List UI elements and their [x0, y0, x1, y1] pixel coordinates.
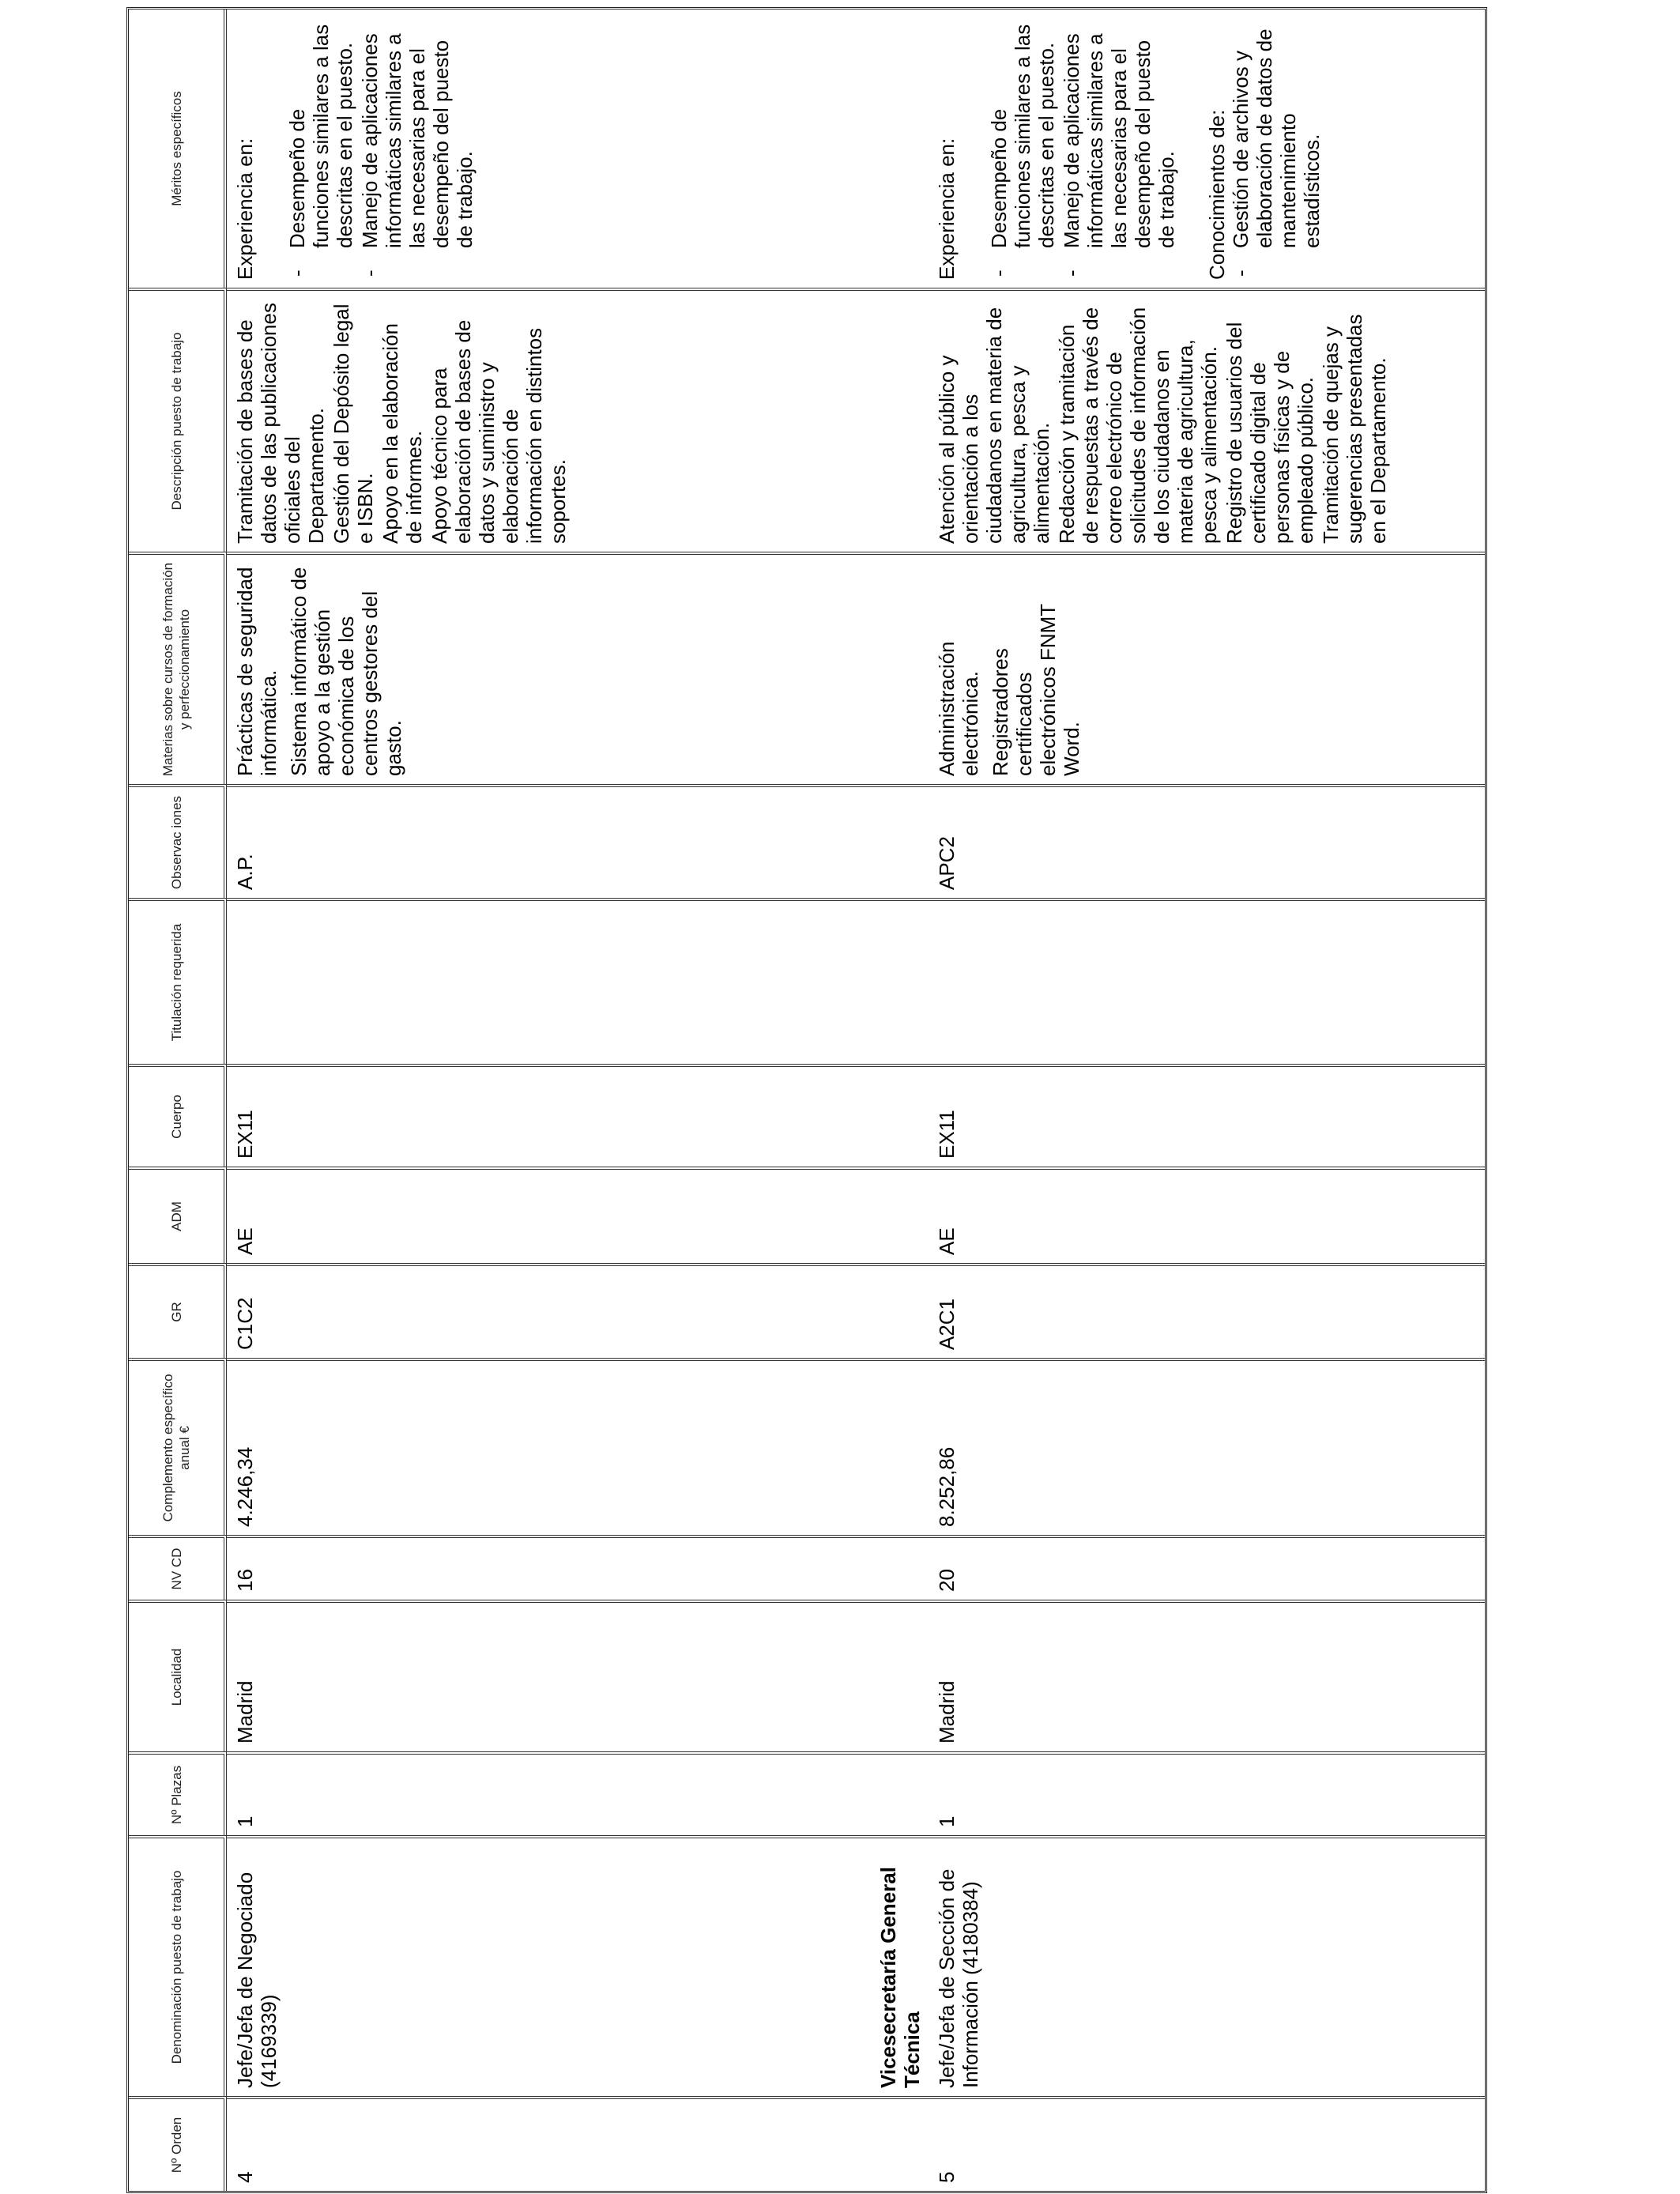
list-item: [358, 17, 477, 280]
list-item: Atención al público y orientación a los ciudadanos en materia de agricultura, pesca y alimentación.: [935, 307, 1053, 544]
header-meritos: Méritos específicos: [129, 9, 227, 288]
section-title: Vicesecretaría General Técnica: [823, 1835, 929, 2096]
list-item: Apoyo en la elaboración de informes.: [379, 323, 426, 544]
conocimiento-text: Gestión de archivos y elaboración de datos de mantenimiento estadísticos.: [1229, 28, 1324, 248]
list-item: Redacción y tramitación de respuestas a través de correo electrónico de solicitudes de información de los ciudadanos en materia de agricultura, pesca y alimentación.: [1055, 307, 1221, 544]
list-item: Gestión del Depósito legal e ISBN.: [330, 303, 377, 544]
list-item: [1060, 17, 1178, 280]
header-nivel: NV CD: [129, 1535, 227, 1600]
row1-cuerpo: EX11: [227, 1064, 823, 1167]
section-empty: [823, 784, 929, 898]
row1-complemento: 4.246,34: [227, 1358, 823, 1535]
section-orden: [823, 2096, 929, 2191]
section-empty: [823, 1600, 929, 1751]
dash-bullet-icon: -: [987, 270, 1011, 277]
row2-plazas: 1: [929, 1751, 1485, 1835]
job-positions-table: [126, 7, 1487, 2193]
row2-denominacion: Jefe/Jefa de Sección de Información (4180384): [929, 1835, 1485, 2096]
header-complemento: Complemento específico anual €: [129, 1358, 227, 1535]
section-empty: [823, 1535, 929, 1600]
header-observaciones: Observac iones: [129, 784, 227, 898]
merito-text: Manejo de aplicaciones informáticas similares a las necesarias para el desempeño del puesto de trabajo.: [1060, 33, 1178, 248]
row2-localidad: Madrid: [929, 1600, 1485, 1751]
section-empty: [823, 1263, 929, 1358]
header-cuerpo: Cuerpo: [129, 1064, 227, 1167]
row2-materias: [929, 552, 1485, 784]
header-plazas: Nº Plazas: [129, 1751, 227, 1835]
section-empty: [823, 552, 929, 784]
list-item: [987, 17, 1058, 280]
row1-denominacion: Jefe/Jefa de Negociado (4169339): [227, 1835, 823, 2096]
list-item: Apoyo técnico para elaboración de bases de datos y suministro y elaboración de información en distintos soportes.: [428, 319, 570, 544]
dash-bullet-icon: -: [1229, 270, 1252, 277]
section-empty: [823, 898, 929, 1064]
list-item: Registro de usuarios del certificado digital de personas físicas y de empleado público.: [1222, 322, 1317, 544]
section-empty: [823, 1167, 929, 1263]
row1-meritos: [227, 9, 823, 288]
row1-adm: AE: [227, 1167, 823, 1263]
row2-descripcion: [929, 288, 1485, 552]
row1-titulacion: [227, 898, 823, 1064]
merito-text: Desempeño de funciones similares a las descritas en el puesto.: [987, 24, 1058, 248]
row2-meritos: [929, 9, 1485, 288]
row1-materias: [227, 552, 823, 784]
section-row: [823, 9, 929, 2191]
section-empty: [823, 9, 929, 288]
list-item: Registradores certificados electrónicos FNMT: [989, 603, 1060, 776]
header-materias: Materias sobre cursos de formación y perfeccionamiento: [129, 552, 227, 784]
merito-text: Manejo de aplicaciones informáticas similares a las necesarias para el desempeño del puesto de trabajo.: [358, 33, 477, 248]
header-denominacion: Denominación puesto de trabajo: [129, 1835, 227, 2096]
meritos-intro: Experiencia en:: [935, 138, 959, 280]
header-adm: ADM: [129, 1167, 227, 1263]
row1-observaciones: A.P.: [227, 784, 823, 898]
list-item: Tramitación de bases de datos de las publicaciones oficiales del Departamento.: [233, 303, 328, 544]
conocimientos-intro: Conocimientos de:: [1205, 109, 1229, 280]
row2-cuerpo: EX11: [929, 1064, 1485, 1167]
rotated-page: [126, 12, 1470, 2193]
conocimientos-list: [1229, 17, 1324, 280]
row2-titulacion: [929, 898, 1485, 1064]
table-header: [129, 9, 227, 2191]
dash-bullet-icon: -: [358, 270, 382, 277]
meritos-intro: Experiencia en:: [233, 138, 257, 280]
list-item: Word.: [1060, 722, 1083, 776]
section-empty: [823, 1358, 929, 1535]
row1-plazas: 1: [227, 1751, 823, 1835]
table-row: [227, 9, 823, 2191]
list-item: [1229, 17, 1324, 280]
list-item: [285, 17, 356, 280]
dash-bullet-icon: -: [285, 270, 309, 277]
header-titulacion: Titulación requerida: [129, 898, 227, 1064]
row2-observaciones: APC2: [929, 784, 1485, 898]
list-item: Prácticas de seguridad informática.: [233, 567, 281, 776]
row1-descripcion: [227, 288, 823, 552]
section-empty: [823, 288, 929, 552]
meritos-list: [285, 17, 477, 280]
merito-text: Desempeño de funciones similares a las descritas en el puesto.: [285, 24, 356, 248]
list-item: Sistema informático de apoyo a la gestión económica de los centros gestores del gasto.: [287, 567, 405, 776]
row1-grupo: C1C2: [227, 1263, 823, 1358]
list-item: Administración electrónica.: [935, 641, 982, 776]
meritos-list: [987, 17, 1178, 280]
row2-nivel: 20: [929, 1535, 1485, 1600]
header-orden: Nº Orden: [129, 2096, 227, 2191]
section-empty: [823, 1064, 929, 1167]
row2-complemento: 8.252,86: [929, 1358, 1485, 1535]
row1-orden: 4: [227, 2096, 823, 2191]
row2-grupo: A2C1: [929, 1263, 1485, 1358]
header-grupo: GR: [129, 1263, 227, 1358]
row1-nivel: 16: [227, 1535, 823, 1600]
header-descripcion: Descripción puesto de trabajo: [129, 288, 227, 552]
table-row: [929, 9, 1485, 2191]
list-item: Tramitación de quejas y sugerencias presentadas en el Departamento.: [1319, 314, 1390, 544]
row2-adm: AE: [929, 1167, 1485, 1263]
header-localidad: Localidad: [129, 1600, 227, 1751]
row1-localidad: Madrid: [227, 1600, 823, 1751]
section-empty: [823, 1751, 929, 1835]
row2-orden: 5: [929, 2096, 1485, 2191]
dash-bullet-icon: -: [1060, 270, 1083, 277]
